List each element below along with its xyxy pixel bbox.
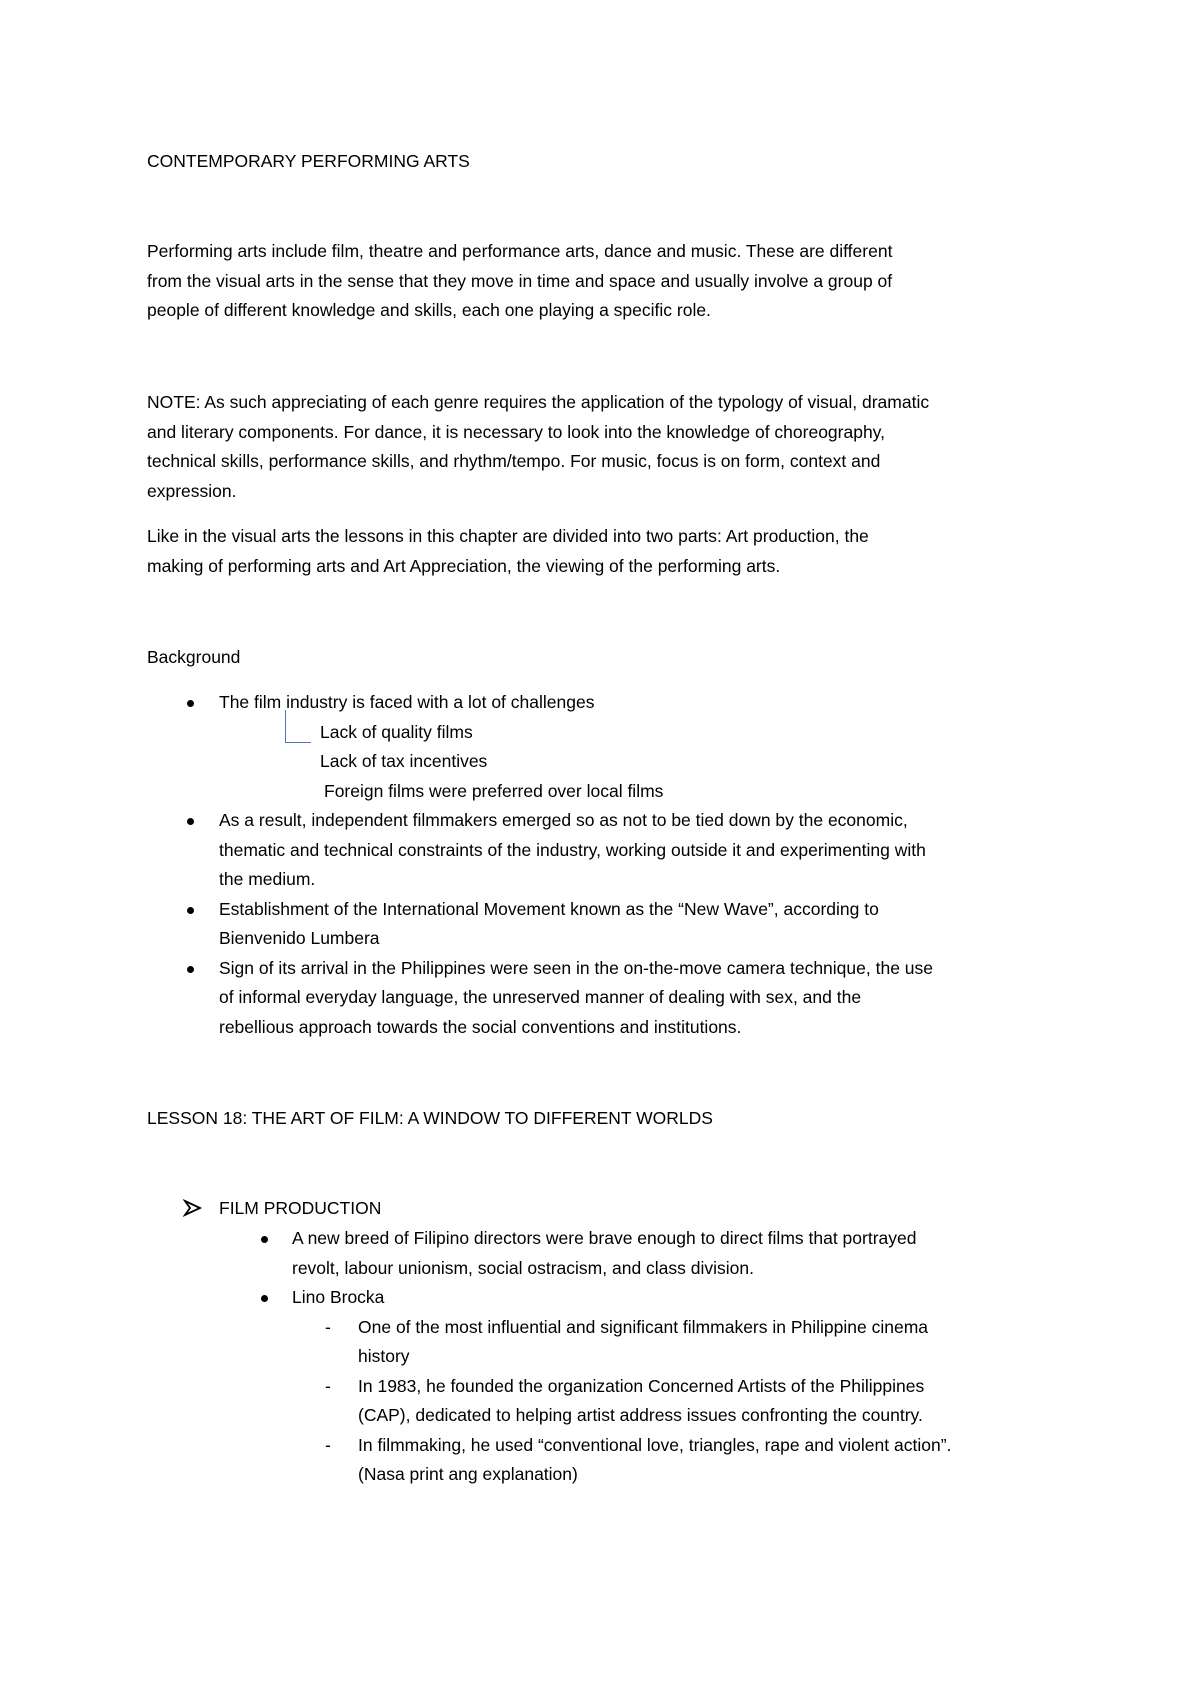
intro-paragraph [147,237,1077,326]
paragraph-line: and literary components. For dance, it is necessary to look into the knowledge of choreography, [147,421,885,442]
comment-bracket-icon [285,710,311,743]
bullet-icon [187,818,194,825]
film-production-list [147,1224,1077,1490]
list-item: - One of the most influential and significant filmmakers in Philippine cinema history [147,1313,1077,1372]
lesson-heading: LESSON 18: THE ART OF FILM: A WINDOW TO DIFFERENT WORLDS [147,1108,713,1128]
list-item: A new breed of Filipino directors were brave enough to direct films that portrayed revolt, labour unionism, social ostracism, and class division. [147,1224,1077,1283]
paragraph-line: from the visual arts in the sense that they move in time and space and usually involve a group of [147,270,893,291]
paragraph-line: making of performing arts and Art Appreciation, the viewing of the performing arts. [147,555,781,576]
visual-arts-paragraph [147,522,1077,581]
background-heading: Background [147,647,241,667]
bullet-icon [187,966,194,973]
sub-item: Lack of tax incentives [320,751,488,771]
dash-bullet: - [325,1434,331,1455]
paragraph-line: NOTE: As such appreciating of each genre requires the application of the typology of visual, dramatic [147,392,930,412]
dash-bullet: - [325,1375,331,1396]
bullet-icon [187,907,194,914]
list-item: Establishment of the International Movement known as the “New Wave”, according to Bienvenido Lumbera [147,895,1077,954]
sub-item: Foreign films were preferred over local films [324,780,664,801]
paragraph-line: technical skills, performance skills, and rhythm/tempo. For music, focus is on form, context and [147,451,881,471]
list-item: As a result, independent filmmakers emerged so as not to be tied down by the economic, thematic and technical constraints of the industry, working outside it and experimenting with the medium. [147,806,1077,895]
paragraph-line: expression. [147,480,237,501]
paragraph-line: Like in the visual arts the lessons in this chapter are divided into two parts: Art production, the [147,526,869,546]
list-item: Sign of its arrival in the Philippines were seen in the on-the-move camera technique, the use of informal everyday language, the unreserved manner of dealing with sex, and the rebellious approach towards the social conventions and institutions. [147,954,1077,1043]
bullet-icon [261,1295,268,1302]
paragraph-line: Performing arts include film, theatre and performance arts, dance and music. These are different [147,241,893,261]
bullet-icon [187,700,194,707]
document-title: CONTEMPORARY PERFORMING ARTS [147,151,470,171]
dash-bullet: - [325,1316,331,1337]
list-item: - In filmmaking, he used “conventional love, triangles, rape and violent action”. (Nasa print ang explanation) [147,1431,1077,1490]
list-item: - In 1983, he founded the organization Concerned Artists of the Philippines (CAP), dedicated to helping artist address issues confronting the country. [147,1372,1077,1431]
note-paragraph [147,388,1077,506]
sub-item: Lack of quality films [320,721,473,742]
list-item: Lino Brocka [147,1283,1077,1313]
paragraph-line: people of different knowledge and skills, each one playing a specific role. [147,300,711,320]
bullet-icon [261,1236,268,1243]
film-production-heading: FILM PRODUCTION [147,1194,381,1224]
list-item: The film industry is faced with a lot of challenges Lack of quality films Lack of tax incentives Foreign films were preferred over local films [147,688,1077,806]
arrowhead-bullet-icon [183,1199,203,1217]
